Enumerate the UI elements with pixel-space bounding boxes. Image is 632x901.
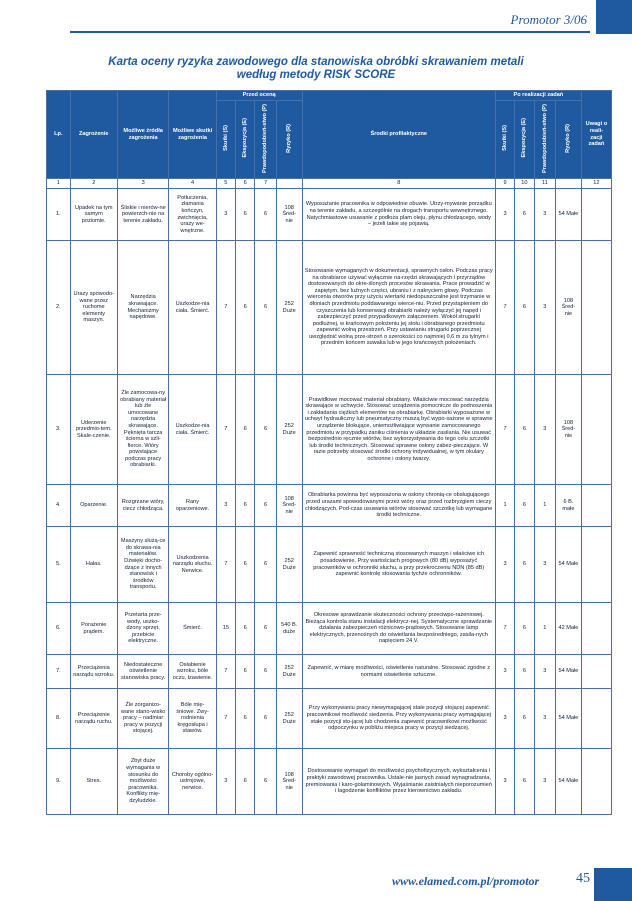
severity-after-cell: 7 bbox=[495, 375, 514, 485]
risk-after-cell: 54 Małe bbox=[556, 689, 582, 749]
severity-after-cell: 3 bbox=[495, 655, 514, 689]
table-row bbox=[47, 603, 612, 655]
effects-cell: Uszkodze-nia ciała. Śmierć. bbox=[169, 241, 216, 375]
risk-table bbox=[46, 90, 612, 815]
risk-after-cell: 42 Małe bbox=[556, 603, 582, 655]
col-number: 3 bbox=[117, 179, 169, 189]
effects-cell: Uszkodze-nia ciała. Śmierć. bbox=[169, 375, 216, 485]
risk-cell: 108 Śred-nie bbox=[276, 749, 302, 815]
col-number: 1 bbox=[47, 179, 71, 189]
header-p2: Prawdopodobień-stwo (P) bbox=[534, 101, 555, 179]
risk-after-cell: 108 Śred-nie bbox=[556, 241, 582, 375]
table-row bbox=[47, 485, 612, 527]
exposure-cell: 6 bbox=[236, 485, 255, 527]
probability-cell: 6 bbox=[255, 375, 276, 485]
source-cell: Maszyny służą-ce do skrawa-nia materiałów. Dźwięki docho-dzące z innych stanowisk i środków transportu. bbox=[117, 527, 169, 603]
col-number: 11 bbox=[534, 179, 555, 189]
document-title bbox=[0, 56, 632, 82]
source-cell: Zbyt duże wymagania w stosunku do możliwości pracownika. Konflikty mię-dzyludzkie. bbox=[117, 749, 169, 815]
probability-cell: 6 bbox=[255, 689, 276, 749]
remarks-cell bbox=[581, 603, 611, 655]
risk-after-cell: 54 Małe bbox=[556, 189, 582, 241]
severity-cell: 7 bbox=[216, 241, 235, 375]
severity-after-cell: 7 bbox=[495, 603, 514, 655]
effects-cell: Potłuczenia, złamania kończyn, zwichnięcia, urazy we-wnętrzne. bbox=[169, 189, 216, 241]
header-remarks: Uwagi o reali-zacji zadań bbox=[581, 91, 611, 179]
probability-after-cell: 3 bbox=[534, 189, 555, 241]
header-before: Przed oceną bbox=[216, 91, 302, 101]
risk-cell: 108 Śred-nie bbox=[276, 485, 302, 527]
severity-cell: 3 bbox=[216, 189, 235, 241]
source-cell: Śliskie i nierów-ne powierzch-nie na terenie zakładu. bbox=[117, 189, 169, 241]
header-lp: Lp. bbox=[47, 91, 71, 179]
measures-cell: Przy wykonywaniu pracy niewymagającej stałe pozycji stojącej zapewnić pracownikowi możliwość siedzenia. Przy wykonywaniu pracy wymagającej stałe pozycji sto-jącej lub chodzenia zapewnić pracownikowi możliwość odpoczynku w pobliżu miejsca pracy w pozycji siedzącej. bbox=[302, 689, 495, 749]
hazard-cell: Przeciążenie narządu ruchu. bbox=[70, 689, 117, 749]
measures-cell: Dostosowanie wymagań do możliwości psychofizycznych, wykształcenia i praktyki zawodowej pracownika. Ustale-nie jasnych zasad wynagradzania, premiowania i karo-golaminowych. Wyjaśnianie zaistniałych nieporozumień i łagodzenie konfliktów przez kierownictwo zakładu. bbox=[302, 749, 495, 815]
page-number: 45 bbox=[576, 871, 590, 886]
remarks-cell bbox=[581, 689, 611, 749]
probability-cell: 6 bbox=[255, 655, 276, 689]
row-number: 8. bbox=[47, 689, 71, 749]
row-number: 7. bbox=[47, 655, 71, 689]
hazard-cell: Oparzenie. bbox=[70, 485, 117, 527]
severity-after-cell: 7 bbox=[495, 241, 514, 375]
effects-cell: Bóle mię-śniowe. Zwy-rodnienia kręgosłupa i stawów. bbox=[169, 689, 216, 749]
header-measures: Środki profilaktyczne bbox=[302, 91, 495, 179]
risk-cell: 252 Duże bbox=[276, 655, 302, 689]
hazard-cell: Hałas. bbox=[70, 527, 117, 603]
severity-after-cell: 3 bbox=[495, 749, 514, 815]
header-corner-block bbox=[596, 0, 632, 34]
row-number: 5. bbox=[47, 527, 71, 603]
severity-after-cell: 3 bbox=[495, 689, 514, 749]
effects-cell: Rany oparzeniowe. bbox=[169, 485, 216, 527]
exposure-cell: 6 bbox=[236, 689, 255, 749]
row-number: 9. bbox=[47, 749, 71, 815]
remarks-cell bbox=[581, 527, 611, 603]
exposure-after-cell: 6 bbox=[515, 655, 534, 689]
col-number: 7 bbox=[255, 179, 276, 189]
exposure-cell: 6 bbox=[236, 603, 255, 655]
row-number: 1. bbox=[47, 189, 71, 241]
remarks-cell bbox=[581, 655, 611, 689]
remarks-cell bbox=[581, 749, 611, 815]
header-e: Ekspozycja (E) bbox=[236, 101, 255, 179]
exposure-cell: 6 bbox=[236, 527, 255, 603]
effects-cell: Śmierć. bbox=[169, 603, 216, 655]
col-number: 4 bbox=[169, 179, 216, 189]
exposure-cell: 6 bbox=[236, 189, 255, 241]
exposure-after-cell: 6 bbox=[515, 375, 534, 485]
row-number: 3. bbox=[47, 375, 71, 485]
source-cell: Rozgrzane wióry, ciecz chłodząca. bbox=[117, 485, 169, 527]
exposure-after-cell: 6 bbox=[515, 241, 534, 375]
probability-after-cell: 3 bbox=[534, 375, 555, 485]
risk-cell: 252 Duże bbox=[276, 527, 302, 603]
severity-cell: 7 bbox=[216, 655, 235, 689]
col-number: 12 bbox=[581, 179, 611, 189]
col-number: 6 bbox=[236, 179, 255, 189]
header-s: Skutki (S) bbox=[216, 101, 235, 179]
exposure-after-cell: 6 bbox=[515, 485, 534, 527]
header-after: Po realizacji zadań bbox=[495, 91, 581, 101]
probability-cell: 6 bbox=[255, 241, 276, 375]
measures-cell: Obrabiarka powinna być wyposażona w osłony chronią-ce obsługującego przed urazami spowodowanymi przez wióry oraz przed rozbryzgiem cieczy chłodzących. Pod-czas usuwania wiórów stosować szczotkę lub wymagane środki techniczne. bbox=[302, 485, 495, 527]
probability-cell: 6 bbox=[255, 749, 276, 815]
table-row bbox=[47, 689, 612, 749]
risk-after-cell: 108 Śred-nie bbox=[556, 375, 582, 485]
header-hazard: Zagrożenie bbox=[70, 91, 117, 179]
header-source: Możliwe źródła zagrożenia bbox=[117, 91, 169, 179]
probability-after-cell: 3 bbox=[534, 749, 555, 815]
table-row bbox=[47, 189, 612, 241]
risk-after-cell: 54 Małe bbox=[556, 749, 582, 815]
footer-url[interactable]: www.elamed.com.pl/promotor bbox=[392, 874, 540, 888]
severity-cell: 3 bbox=[216, 485, 235, 527]
probability-after-cell: 3 bbox=[534, 241, 555, 375]
row-number: 2. bbox=[47, 241, 71, 375]
severity-cell: 7 bbox=[216, 375, 235, 485]
exposure-cell: 6 bbox=[236, 655, 255, 689]
hazard-cell: Porażenie prądem. bbox=[70, 603, 117, 655]
col-number bbox=[556, 179, 582, 189]
col-number: 5 bbox=[216, 179, 235, 189]
measures-cell: Zapewnić sprawność techniczną stosowanych maszyn i właściwe ich posadowienie. Przy wartościach progowych (80 dB) wyposażyć pracowników w ochronniki słuchu, a przy przekroczeniu NDN (85 dB) zapewnić kontrolę stosowania tychże ochronników. bbox=[302, 527, 495, 603]
exposure-cell: 6 bbox=[236, 241, 255, 375]
col-number: 8 bbox=[302, 179, 495, 189]
probability-after-cell: 3 bbox=[534, 527, 555, 603]
probability-after-cell: 3 bbox=[534, 655, 555, 689]
probability-cell: 6 bbox=[255, 603, 276, 655]
risk-cell: 252 Duże bbox=[276, 375, 302, 485]
hazard-cell: Uderzenie przedmio-tem. Skale-czenie. bbox=[70, 375, 117, 485]
col-number: 9 bbox=[495, 179, 514, 189]
col-number bbox=[276, 179, 302, 189]
hazard-cell: Stres. bbox=[70, 749, 117, 815]
col-number: 2 bbox=[70, 179, 117, 189]
table-row bbox=[47, 375, 612, 485]
source-cell: Źle zorganizo-wane stano-wisko pracy – nadmiar pracy w pozycji stojącej. bbox=[117, 689, 169, 749]
remarks-cell bbox=[581, 189, 611, 241]
source-cell: Narzędzia skrawające. Mechanizmy napędowe. bbox=[117, 241, 169, 375]
exposure-after-cell: 6 bbox=[515, 749, 534, 815]
risk-after-cell: 6 B. małe bbox=[556, 485, 582, 527]
measures-cell: Prawidłowe mocować materiał obrabiany. Właściwie mocować narzędzia skrawające w uchwycie. Stosować urządzenia pomocnicze do podnoszenia i zakładania ciężkich elementów na obrabiarkę. Obrabiarki wyposażone w uchwyt hydrauliczny lub pneumatyczny muszą być wypo-sażone w sprawne urządzenie blokujące, uniemożliwiające wyrwanie zamocowanego przedmiotu w przypadku zaniku ciśnienia w układzie zasilania. Nie usuwać bezpośrednio ręcznie wiórów, bez wykorzystywania do tego celu szczotki lub środki technicznych. Stosować sprawne osłony zabez-pieczające. W razie potrzeby stosować środki ochrony indywidualnej, w tym okulary ochronne i osłony twarzy. bbox=[302, 375, 495, 485]
risk-cell: 540 B. duże bbox=[276, 603, 302, 655]
journal-title: Promotor 3/06 bbox=[510, 12, 587, 27]
risk-after-cell: 54 Małe bbox=[556, 655, 582, 689]
effects-cell: Uszkodzenia narządu słuchu. Nerwice. bbox=[169, 527, 216, 603]
hazard-cell: Urazy spowodo-wane przez ruchome elementy maszyn. bbox=[70, 241, 117, 375]
probability-cell: 6 bbox=[255, 485, 276, 527]
hazard-cell: Przeciążenia narządu wzroku. bbox=[70, 655, 117, 689]
measures-cell: Wyposażanie pracownika w odpowiednie obuwie. Utrzy-mywanie porządku na terenie zakładu, a szczególnie na drogach transportu wewnętrznego. Natychmiastowe usuwanie z podłoża plam oleju, płynu chłodzącego, wody – jeżeli takie się pojawią. bbox=[302, 189, 495, 241]
severity-after-cell: 3 bbox=[495, 527, 514, 603]
col-number: 10 bbox=[515, 179, 534, 189]
measures-cell: Stosowanie wymaganych w dokumentacji, sprawnych osłon. Podczas pracy na obrabiarce używać wyłącznie na-rzędzi skrawających i przyrządów dostosowanych do okre-ślonych procesów skrawania. Prace prowadzić w zapiętym, bez luźnych części, ubraniu i z nakryciem głowy. Podczas wiercenia otworów przy użyciu wiertarki niedopuszczalne jest trzymanie w dłoniach przedmiotu poddawanego wierce-niu. Przed przystąpieniem do czyszczenia lub konserwacji obrabiarki należy wyłączyć jej napęd i zabezpieczyć przed przypadkowym załączeniem. Wokół strugarki podłużnej, w krańcowym położeniu jej stołu i obrabianego przedmiotu zapewnić wolną przestrzeń. Przy ustawianiu strugarki poprzecznej uwzględnić wolną prze-strzeń o szerokości co najmniej 0,6 m za tylnym i przednim końcem suwaka lub w jego krańcowych położeniach. bbox=[302, 241, 495, 375]
table-row bbox=[47, 241, 612, 375]
header-s2: Skutki (S) bbox=[495, 101, 514, 179]
risk-cell: 108 Śred-nie bbox=[276, 189, 302, 241]
exposure-cell: 6 bbox=[236, 749, 255, 815]
severity-after-cell: 1 bbox=[495, 485, 514, 527]
header-rule bbox=[70, 31, 590, 33]
remarks-cell bbox=[581, 375, 611, 485]
table-row bbox=[47, 527, 612, 603]
probability-after-cell: 1 bbox=[534, 485, 555, 527]
header-effects: Możliwe skutki zagrożenia bbox=[169, 91, 216, 179]
severity-cell: 7 bbox=[216, 527, 235, 603]
probability-after-cell: 1 bbox=[534, 603, 555, 655]
severity-after-cell: 3 bbox=[495, 189, 514, 241]
remarks-cell bbox=[581, 485, 611, 527]
severity-cell: 3 bbox=[216, 749, 235, 815]
header-p: Prawdopodobień-stwo (P) bbox=[255, 101, 276, 179]
title-line-1: Karta oceny ryzyka zawodowego dla stanowiska obróbki skrawaniem metali bbox=[108, 56, 524, 68]
row-number: 6. bbox=[47, 603, 71, 655]
column-numbers-row bbox=[47, 179, 612, 189]
exposure-cell: 6 bbox=[236, 375, 255, 485]
severity-cell: 7 bbox=[216, 689, 235, 749]
header-r: Ryzyko (R) bbox=[276, 101, 302, 179]
risk-after-cell: 54 Małe bbox=[556, 527, 582, 603]
probability-cell: 6 bbox=[255, 189, 276, 241]
table-row bbox=[47, 749, 612, 815]
measures-cell: Okresowe sprawdzanie skuteczności ochrony przeciwpo-rażeniowej. Bieżąca kontrola stanu instalacji elektrycz-nej. Systematyczne sprawdzanie działania zabezpieczeń różnicowo-prądowych. Stosowanie lamp elektrycznych, przenośnych do oświetlania bezpośredniego, zasila-nych napięciem 24 V. bbox=[302, 603, 495, 655]
row-number: 4. bbox=[47, 485, 71, 527]
exposure-after-cell: 6 bbox=[515, 603, 534, 655]
effects-cell: Osłabienie wzroku, bóle oczu, łzawienie. bbox=[169, 655, 216, 689]
exposure-after-cell: 6 bbox=[515, 189, 534, 241]
risk-cell: 252 Duże bbox=[276, 241, 302, 375]
footer-corner-block bbox=[594, 868, 632, 901]
source-cell: Przetarta prze-wody, uszko-dzony sprzęt, przebicie elektryczne. bbox=[117, 603, 169, 655]
source-cell: Źle zamocowa-ny obrabiany materiał lub źle umocowane narzędzia skrawające. Pęknięta tarcza ścierna w szli-fierce. Wióry powstające podczas pracy obrabiarki. bbox=[117, 375, 169, 485]
severity-cell: 15 bbox=[216, 603, 235, 655]
risk-cell: 252 Duże bbox=[276, 689, 302, 749]
probability-after-cell: 3 bbox=[534, 689, 555, 749]
header-e2: Ekspozycja (E) bbox=[515, 101, 534, 179]
probability-cell: 6 bbox=[255, 527, 276, 603]
effects-cell: Choroby ogólno-ustrojowe, nerwice. bbox=[169, 749, 216, 815]
header-r2: Ryzyko (R) bbox=[556, 101, 582, 179]
hazard-cell: Upadek na tym samym poziomie. bbox=[70, 189, 117, 241]
exposure-after-cell: 6 bbox=[515, 527, 534, 603]
remarks-cell bbox=[581, 241, 611, 375]
risk-table-body bbox=[47, 189, 612, 815]
measures-cell: Zapewnić, w miarę możliwości, oświetlenie naturalne. Stosować zgodne z normami oświetlenie sztuczne. bbox=[302, 655, 495, 689]
title-line-2: według metody RISK SCORE bbox=[236, 69, 396, 81]
source-cell: Niedostateczne oświetlenie stanowiska pracy. bbox=[117, 655, 169, 689]
header-bar bbox=[0, 0, 632, 34]
exposure-after-cell: 6 bbox=[515, 689, 534, 749]
table-row bbox=[47, 655, 612, 689]
